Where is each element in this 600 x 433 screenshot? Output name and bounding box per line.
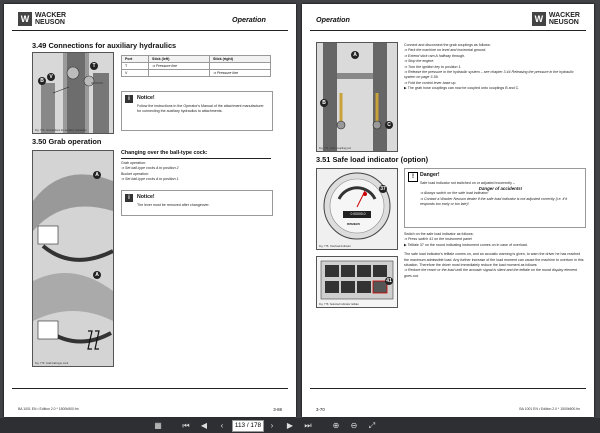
danger-line: Safe load indicator not switched on or adjusted incorrectly – bbox=[420, 181, 515, 185]
intro-text: Connect and disconnect the grab couplings as follows: bbox=[404, 43, 491, 47]
prev-single-icon[interactable]: ‹ bbox=[220, 421, 224, 430]
page-number: 3-70 bbox=[316, 407, 325, 412]
figure-caption: Fig. 776: Selected indicator telltale bbox=[319, 303, 359, 306]
table-header: Port bbox=[122, 56, 149, 63]
table-header: Stick (right) bbox=[210, 56, 271, 63]
figure-indicator-telltale bbox=[316, 256, 398, 308]
figure-overload-indicator bbox=[316, 168, 398, 250]
figure-caption: Fig. 774: Grab coupling port bbox=[319, 147, 352, 150]
grid-icon[interactable]: ▦ bbox=[154, 421, 162, 430]
danger-bold: Danger of accidents! bbox=[478, 186, 523, 192]
step-item: ⇒ Fold the control lever base up. bbox=[404, 80, 457, 85]
changeover-instructions bbox=[121, 161, 271, 183]
fit-icon[interactable]: ⤢ bbox=[368, 421, 376, 430]
bucket-label: Bucket operation: bbox=[121, 171, 149, 176]
changeover-heading: Changing over the ball-type cock: bbox=[121, 150, 208, 156]
logo-wordmark: WACKER NEUSON bbox=[548, 12, 580, 26]
left-header-title: Operation bbox=[232, 15, 266, 24]
next-page-icon[interactable]: › bbox=[270, 421, 274, 430]
viewer-toolbar bbox=[0, 418, 600, 433]
grab-ball-cock-illustration bbox=[33, 151, 113, 366]
brand-logo bbox=[532, 12, 580, 26]
final-step: ⇒ Reduce the reach or the load until the acoustic signal is silent and the telltale on the round display element goes out. bbox=[404, 268, 578, 278]
page-number-input[interactable]: 113 / 178 bbox=[232, 420, 264, 432]
right-page bbox=[302, 4, 594, 417]
callout-a-lower: A bbox=[93, 271, 101, 279]
gauge-readout: 0 00000.0 bbox=[350, 212, 366, 216]
danger-text bbox=[420, 181, 581, 207]
last-page-icon[interactable]: ⏭ bbox=[304, 421, 312, 430]
grab-label: Grab operation: bbox=[121, 161, 146, 165]
auxiliary-hydraulics-illustration bbox=[33, 53, 113, 133]
header-rule bbox=[310, 30, 586, 31]
danger-box bbox=[404, 168, 586, 228]
table-cell: V bbox=[122, 70, 149, 77]
danger-title: Danger! bbox=[420, 172, 440, 178]
subheading-rule bbox=[121, 158, 271, 159]
table-header-row bbox=[122, 56, 271, 63]
info-icon: i bbox=[125, 95, 133, 103]
switch-on-result: ▶ Telltale 37 on the round indicating instrument comes on in case of overload. bbox=[404, 242, 528, 247]
danger-step: ⇒ Always switch on the safe load indicator! bbox=[420, 191, 489, 196]
notice-text: Follow the instructions in the Operator's Manual of the attachment manufacturer for connecting the auxiliary hydraulics to attachments. bbox=[137, 104, 264, 114]
callout-37: 37 bbox=[380, 186, 386, 192]
callout-b: B bbox=[320, 99, 328, 107]
footer-text: BA 1001 EN • Edition 2.0 * 1500b500.fm bbox=[519, 407, 580, 411]
callout-a-upper: A bbox=[93, 171, 101, 179]
switch-on-label: Switch on the safe load indicator as follows: bbox=[404, 232, 474, 236]
table-cell bbox=[210, 63, 271, 70]
grab-coupling-illustration bbox=[317, 43, 397, 151]
step-item: ⇒ Stop the engine. bbox=[404, 59, 435, 64]
zoom-out-icon[interactable]: ⊖ bbox=[350, 421, 358, 430]
table-cell bbox=[149, 70, 210, 77]
table-row bbox=[122, 63, 271, 70]
notice-title: Notice! bbox=[137, 95, 155, 101]
right-header-title: Operation bbox=[316, 15, 350, 24]
callout-b: B bbox=[38, 77, 46, 85]
table-header: Stick (left) bbox=[149, 56, 210, 63]
notice-box-1 bbox=[121, 91, 273, 131]
figure-grab-ball-cock bbox=[32, 150, 114, 367]
coupling-instructions bbox=[404, 43, 584, 92]
callout-a: A bbox=[351, 51, 359, 59]
next-arrow-icon[interactable]: ▶ bbox=[286, 421, 294, 430]
step-item: ⇒ Release the pressure in the hydraulic system – see chapter 3.44 Releasing the pressure in the hydraulic system on page 3-59. bbox=[404, 70, 574, 80]
callout-t: T bbox=[90, 62, 98, 70]
callout-41: 41 bbox=[386, 278, 392, 284]
info-icon: i bbox=[125, 194, 133, 202]
section-heading-safe-load: 3.51 Safe load indicator (option) bbox=[316, 155, 429, 164]
warning-triangle-icon: ! bbox=[408, 172, 418, 182]
safe-load-instructions bbox=[404, 232, 584, 279]
figure-caption: Fig. 775: Overload indicator bbox=[319, 245, 351, 248]
ports-table bbox=[121, 55, 271, 77]
step-result: ▶ The grab hose couplings can now be coupled onto couplings B and C. bbox=[404, 86, 520, 91]
figure-auxiliary-hydraulics bbox=[32, 52, 114, 134]
figure-caption: Fig. 772: Connections for auxiliary hydraulics bbox=[35, 129, 87, 132]
header-rule bbox=[12, 30, 288, 31]
step-item: ⇒ Extend stick ram A halfway through. bbox=[404, 53, 466, 58]
footer-rule bbox=[310, 388, 586, 389]
page-number: 3-69 bbox=[273, 407, 282, 412]
table-cell: ⇒ Pressure line bbox=[210, 70, 271, 77]
logo-mark: W bbox=[532, 12, 546, 26]
notice-title: Notice! bbox=[137, 194, 155, 200]
zoom-in-icon[interactable]: ⊕ bbox=[332, 421, 340, 430]
section-heading-auxiliary: 3.49 Connections for auxiliary hydraulics bbox=[32, 41, 177, 50]
gauge-brand: neuson bbox=[347, 222, 360, 226]
logo-mark: W bbox=[18, 12, 32, 26]
switch-on-step: ⇒ Press switch 41 on the instrument panel bbox=[404, 237, 472, 242]
callout-v: V bbox=[47, 73, 55, 81]
footer-rule bbox=[12, 388, 288, 389]
figure-caption: Fig. 773: Grab ball-type cock bbox=[35, 362, 69, 365]
first-page-icon[interactable]: ⏮ bbox=[182, 421, 190, 430]
table-row bbox=[122, 70, 271, 77]
safe-load-paragraph: The safe load indicator's telltale comes on, and an acoustic warning is given, to warn the driver he has reached the maximum admissible load. Any further increase of the load moment can cause the machine to overturn in this situation. Therefore the driver must immediately reduce the load moment as follows: bbox=[404, 252, 584, 268]
danger-step: ⇒ Contact a Wacker Neuson dealer if the safe load indicator is not adjusted correctly (i.e. if it responds too early or too late)! bbox=[420, 196, 568, 206]
gauge-illustration bbox=[317, 169, 397, 249]
notice-box-2 bbox=[121, 190, 273, 216]
table-cell: T bbox=[122, 63, 149, 70]
brand-logo bbox=[18, 12, 66, 26]
prev-page-icon[interactable]: ◀ bbox=[200, 421, 208, 430]
bucket-step: ⇒ Set ball-type cocks A to position 1 bbox=[121, 177, 179, 182]
grab-step: ⇒ Set ball-type cocks A to position 2 bbox=[121, 166, 179, 171]
step-item: ⇒ Turn the ignition key to position 1. bbox=[404, 64, 462, 69]
notice-text: The lever must be removed after changeover. bbox=[137, 203, 210, 207]
callout-c: C bbox=[385, 121, 393, 129]
step-item: ⇒ Park the machine on level and horizontal ground. bbox=[404, 48, 487, 53]
figure-grab-coupling bbox=[316, 42, 398, 152]
left-page bbox=[4, 4, 296, 417]
table-cell: ⇒ Pressure line bbox=[149, 63, 210, 70]
logo-wordmark: WACKER NEUSON bbox=[35, 12, 67, 26]
section-heading-grab: 3.50 Grab operation bbox=[32, 137, 102, 146]
footer-text: BA 1001 EN • Edition 2.0 * 1500b500.fm bbox=[18, 407, 79, 411]
